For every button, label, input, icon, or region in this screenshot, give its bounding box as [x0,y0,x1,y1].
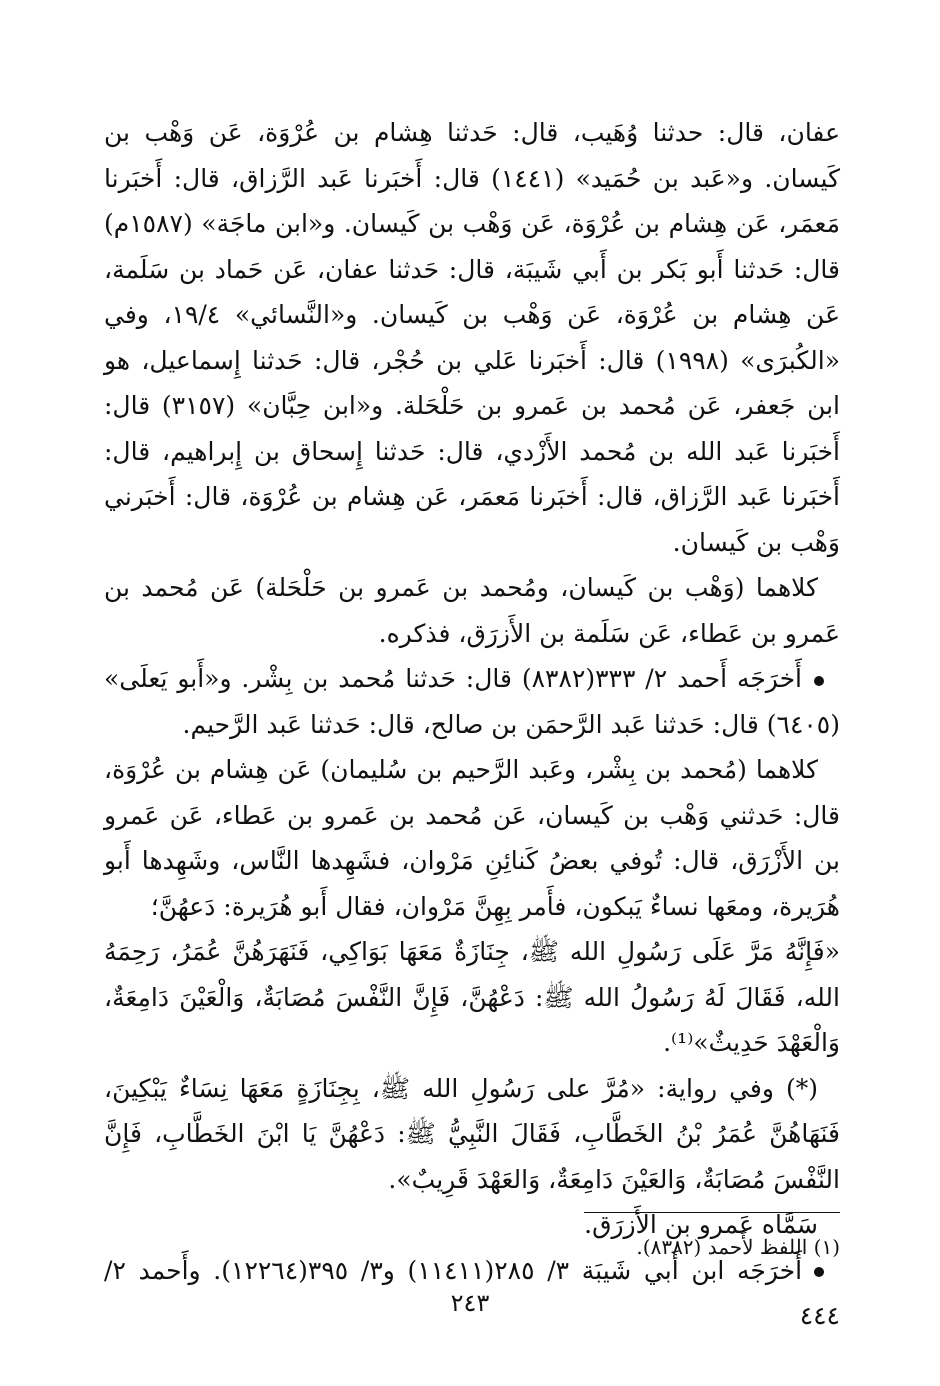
footnote-separator [584,1212,840,1213]
page-number: ٢٤٣ [450,1289,490,1317]
hadith-text: «فَإِنَّهُ مَرَّ عَلَى رَسُولِ الله ﷺ، جِنَازَةٌ مَعَهَا بَوَاكِي، فَنَهَرَهُنَّ عُمَرُ، رَحِمَهُ الله، فَقَالَ لَهُ رَسُولُ الله ﷺ: دَعْهُنَّ، فَإِنَّ النَّفْسَ مُصَابَةٌ، وَالْعَيْنَ دَامِعَةٌ، وَالْعَهْدَ حَدِيثٌ»⁽¹⁾. [104,937,840,1057]
paragraph-isnad-1: عفان، قال: حدثنا وُهَيب، قال: حَدثنا هِشام بن عُرْوَة، عَن وَهْب بن كَيسان. و«عَبد بن حُمَيد» (١٤٤١) قال: أَخبَرنا عَبد الرَّزاق، قال: أَخبَرنا مَعمَر، عَن هِشام بن عُرْوَة، عَن وَهْب بن كَيسان. و«ابن ماجَة» (١٥٨٧م) قال: حَدثنا أَبو بَكر بن أَبي شَيبَة، قال: حَدثنا عفان، عَن حَماد بن سَلَمة، عَن هِشام بن عُرْوَة، عَن وَهْب بن كَيسان. و«النَّسائي» ١٩/٤، وفي «الكُبرَى» (١٩٩٨) قال: أَخبَرنا عَلي بن حُجْر، قال: حَدثنا إِسماعيل، هو ابن جَعفر، عَن مُحمد بن عَمرو بن حَلْحَلة. و«ابن حِبَّان» (٣١٥٧) قال: أَخبَرنا عَبد الله بن مُحمد الأَزْدي، قال: حَدثنا إِسحاق بن إِبراهيم، قال: أَخبَرنا عَبد الرَّزاق، قال: أَخبَرنا مَعمَر، عَن هِشام بن عُرْوَة، قال: أَخبَرني وَهْب بن كَيسان. [104,118,841,557]
main-text-body [104,110,840,1339]
paragraph-isnad-2: كلاهما (وَهْب بن كَيسان، ومُحمد بن عَمرو بن حَلْحَلة) عَن مُحمد بن عَمرو بن عَطاء، عَن سَلَمة بن الأَزرَق، فذكره. [104,573,840,648]
paragraph-takhrij-1-text: أَخرَجَه أَحمد ٢/ ٣٣٣(٨٣٨٢) قال: حَدثنا مُحمد بن بِشْر. و«أَبو يَعلَى» (٦٤٠٥) قال: حَدثنا عَبد الرَّحمَن بن صالح، قال: حَدثنا عَبد الرَّحيم. [104,664,840,739]
footnote: (١) اللفظ لأَحمد (٨٣٨٢). [636,1235,840,1259]
hadith-variant-riwaya: (*) وفي رواية: «مُرَّ على رَسُولِ الله ﷺ، بِجِنَازَةٍ مَعَهَا نِسَاءٌ يَبْكِينَ، فَنَهَاهُنَّ عُمَرُ بْنُ الخَطَّابِ، فَقَالَ النَّبِيُّ ﷺ: دَعْهُنَّ يَا ابْنَ الخَطَّابِ، فَإِنَّ النَّفْسَ مُصَابَةٌ، وَالعَيْنَ دَامِعَةٌ، وَالعَهْدَ قَرِيبٌ». [104,1073,840,1194]
bullet-icon [814,1267,824,1277]
paragraph-takhrij-2-text: أَخرَجَه ابن أَبي شَيبَة ٣/ ٢٨٥(١١٤١١) و٣/ ٣٩٥(١٢٢٦٤). وأَحمد ٢/ ٤٤٤ [104,1255,840,1330]
paragraph-isnad-3: كلاهما (مُحمد بن بِشْر، وعَبد الرَّحيم بن سُليمان) عَن هِشام بن عُرْوَة، قال: حَدثني وَهْب بن كَيسان، عَن مُحمد بن عَمرو بن عَطاء، عَن عَمرو بن الأَزْرَق، قال: تُوفي بعضُ كَنائِنِ مَرْوان، فشَهِدها النَّاس، وشَهِدها أَبو هُرَيرة، ومعَها نساءٌ يَبكون، فأَمر بِهِنَّ مَرْوان، فقال أَبو هُرَيرة: دَعهُنَّ؛ [104,755,840,921]
paragraph-naming-note: سَمَّاه عَمرو بن الأَزرَق. [584,1210,818,1239]
paragraph-takhrij-1 [104,656,840,747]
bullet-icon [814,676,824,686]
